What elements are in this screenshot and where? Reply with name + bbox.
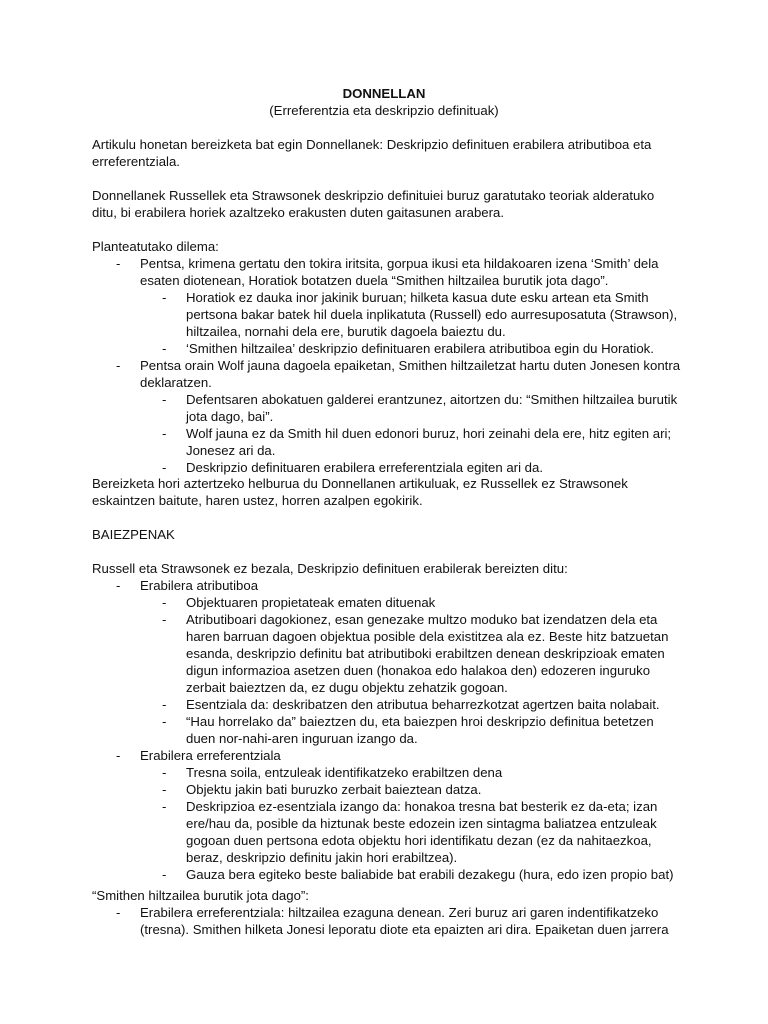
list-item [92, 747, 682, 764]
claims-lead: Russell eta Strawsonek ez bezala, Deskripzio definituen erabilerak bereizten ditu: [92, 561, 568, 576]
referential-section [92, 747, 682, 883]
bullet-dash: - [116, 578, 121, 593]
case-1-point: ‘Smithen hiltzailea’ deskripzio definituaren erabilera atributiboa egin du Horatiok. [186, 341, 654, 356]
bullet-dash: - [162, 595, 167, 610]
list-item [92, 594, 682, 611]
bullet-dash: - [162, 799, 167, 814]
attributive-point: “Hau horrelako da” baieztzen du, eta baiezpen hroi deskripzio definitua betetzen duen nor-nahi-aren inguruan izango da. [186, 714, 654, 746]
bullet-dash: - [162, 290, 167, 305]
case-1-point: Horatiok ez dauka inor jakinik buruan; hilketa kasua dute esku artean eta Smith pertsona bakar batek hil duela inplikatuta (Russell) edo aurresuposatuta (Strawson), hiltzailea, nornahi dela ere, burutik dagoela baieztu du. [186, 290, 678, 339]
referential-label: Erabilera erreferentziala [140, 748, 281, 763]
list-item [92, 459, 682, 476]
example-point: Erabilera erreferentziala: hiltzailea ezaguna denean. Zeri buruz ari garen indentifikatzeko (tresna). Smithen hilketa Jonesi leporatu diote eta epaizten ari dira. Epaiketan duen jarrera [140, 905, 669, 937]
list-item [92, 357, 682, 391]
intro-paragraph-1: Artikulu honetan bereizketa bat egin Donnellanek: Deskripzio definituen erabilera atributiboa eta erreferentziala. [92, 137, 652, 169]
page-title: DONNELLAN [342, 86, 426, 101]
attributive-label: Erabilera atributiboa [140, 578, 259, 593]
bullet-dash: - [116, 358, 121, 373]
bullet-dash: - [116, 748, 121, 763]
example-quote: “Smithen hiltzailea burutik jota dago”: [92, 888, 309, 903]
list-item [92, 713, 682, 747]
list-item [92, 764, 682, 781]
bullet-dash: - [116, 256, 121, 271]
bullet-dash: - [162, 341, 167, 356]
list-item [92, 577, 682, 594]
list-item [92, 798, 682, 866]
list-item [92, 866, 682, 883]
dilemma-case-2: Pentsa orain Wolf jauna dagoela epaiketan, Smithen hiltzailetzat hartu duten Jonesen kontra deklaratzen. [140, 358, 681, 390]
list-item [92, 781, 682, 798]
bullet-dash: - [162, 612, 167, 627]
example-section [92, 887, 682, 938]
list-item [92, 904, 682, 938]
list-item [92, 611, 682, 696]
case-2-point: Deskripzio definituaren erabilera erreferentziala egiten ari da. [186, 460, 543, 475]
bullet-dash: - [162, 782, 167, 797]
bullet-dash: - [162, 460, 167, 475]
page-subtitle: (Erreferentzia eta deskripzio definituak) [269, 103, 499, 118]
referential-point: Objektu jakin bati buruzko zerbait baieztean datza. [186, 782, 482, 797]
bullet-dash: - [162, 714, 167, 729]
attributive-point: Objektuaren propietateak ematen dituenak [186, 595, 436, 610]
bullet-dash: - [162, 867, 167, 882]
list-item [92, 425, 682, 459]
section-heading: BAIEZPENAK [92, 527, 175, 542]
dilemma-heading: Planteatutako dilema: [92, 239, 219, 254]
intro-paragraph-2: Donnellanek Russellek eta Strawsonek deskripzio definituiei buruz garatutako teoriak alderatuko ditu, bi erabilera horiek azaltzeko erakusten duten gaitasunen arabera. [92, 188, 655, 220]
attributive-point: Atributiboari dagokionez, esan genezake multzo moduko bat izendatzen dela eta haren barruan dagoen objektua posible dela existitzea ala ez. Beste hitz batzuetan esanda, deskripzio definitu bat atributiboki erabiltzen denean deskripzioak ematen digun informazioa asetzen duen (honakoa edo halakoa den) edozeren inguruko zerbait baieztzen da, ez dugu objektu zehatzik gogoan. [186, 612, 669, 695]
list-item [92, 255, 682, 289]
list-item [92, 391, 682, 425]
referential-point: Gauza bera egiteko beste baliabide bat erabili dezakegu (hura, edo izen propio bat) [186, 867, 674, 882]
list-item [92, 696, 682, 713]
bullet-dash: - [162, 697, 167, 712]
case-2-point: Wolf jauna ez da Smith hil duen edonori buruz, hori zeinahi dela ere, hitz egiten ari; Jonesez ari da. [186, 426, 672, 458]
claims-section [92, 560, 682, 747]
dilemma-case-1: Pentsa, krimena gertatu den tokira iritsita, gorpua ikusi eta hildakoaren izena ‘Smith’ dela esaten diotenean, Horatiok botatzen duela “Smithen hiltzailea burutik jota dago”. [140, 256, 659, 288]
dilemma-section [92, 238, 682, 476]
referential-point: Tresna soila, entzuleak identifikatzeko erabiltzen dena [186, 765, 503, 780]
dilemma-conclusion: Bereizketa hori aztertzeko helburua du Donnellanen artikuluak, ez Russellek ez Strawsonek eskaintzen baitute, haren ustez, horren azalpen egokirik. [92, 476, 628, 508]
case-2-point: Defentsaren abokatuen galderei erantzunez, aitortzen du: “Smithen hiltzailea burutik jota dago, bai”. [186, 392, 678, 424]
bullet-dash: - [162, 392, 167, 407]
bullet-dash: - [116, 905, 121, 920]
list-item [92, 340, 682, 357]
bullet-dash: - [162, 765, 167, 780]
referential-point: Deskripzioa ez-esentziala izango da: honakoa tresna bat besterik ez da-eta; izan ere/hau da, posible da hiztunak beste edozein izen sintagma baliatzea entzuleak gogoan duen pertsona edota objektu hori identifikatu dezan (ez da nahitaezkoa, beraz, deskripzio definitu jakin hori erabiltzea). [186, 799, 658, 865]
list-item [92, 289, 682, 340]
bullet-dash: - [162, 426, 167, 441]
attributive-point: Esentziala da: deskribatzen den atributua beharrezkotzat agertzen baita nolabait. [186, 697, 660, 712]
